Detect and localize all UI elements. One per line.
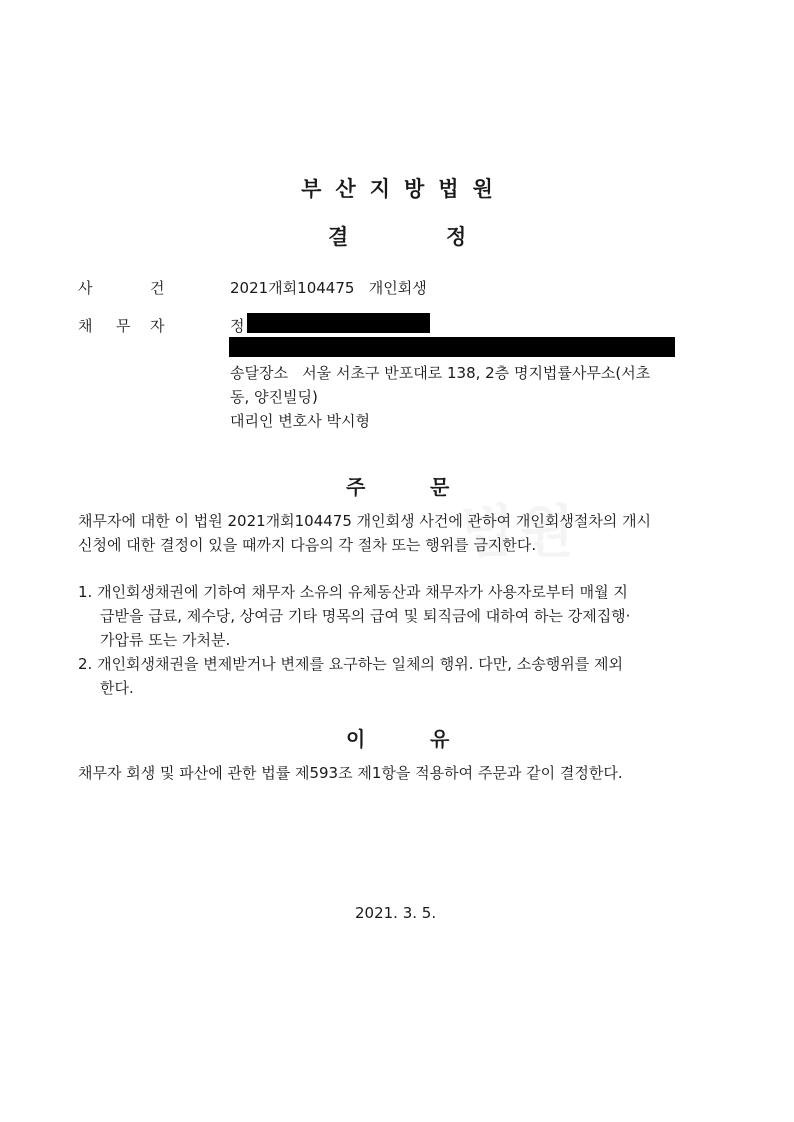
document-title-char-1: 결 bbox=[328, 225, 349, 249]
order-item-1-line-2: 급받을 급료, 제수당, 상여금 기타 명목의 급여 및 퇴직금에 대하여 하는 강제집행· bbox=[100, 607, 631, 625]
court-watermark: 법원 bbox=[460, 499, 581, 565]
reason-text: 채무자 회생 및 파산에 관한 법률 제593조 제1항을 적용하여 주문과 같이 결정한다. bbox=[78, 764, 623, 782]
reason-heading-char-1: 이 bbox=[346, 727, 366, 751]
order-intro-line-2: 신청에 대한 결정이 있을 때까지 다음의 각 절차 또는 행위를 금지한다. bbox=[78, 536, 537, 554]
document-title-char-2: 정 bbox=[446, 225, 467, 249]
case-number: 2021개회104475 개인회생 bbox=[230, 279, 427, 297]
case-label-char-1: 사 bbox=[78, 279, 93, 297]
attorney-line: 대리인 변호사 박시형 bbox=[230, 412, 370, 430]
order-item-2-line-1: 2. 개인회생채권을 변제받거나 변제를 요구하는 일체의 행위. 다만, 소송행위를 제외 bbox=[78, 655, 623, 673]
debtor-label-char-2: 무 bbox=[116, 317, 131, 335]
service-address-line-2: 동, 양진빌딩) bbox=[230, 388, 318, 406]
order-heading-char-1: 주 bbox=[346, 475, 366, 499]
redacted-debtor-address bbox=[229, 337, 675, 357]
service-address-line-1: 송달장소 서울 서초구 반포대로 138, 2층 명지법률사무소(서초 bbox=[230, 364, 651, 382]
order-item-1-line-1: 1. 개인회생채권에 기하여 채무자 소유의 유체동산과 채무자가 사용자로부터 매월 지 bbox=[78, 583, 628, 601]
redacted-debtor-name bbox=[247, 313, 430, 333]
case-label-char-2: 건 bbox=[150, 279, 165, 297]
debtor-label-char-1: 채 bbox=[78, 317, 93, 335]
order-intro-line-1: 채무자에 대한 이 법원 2021개회104475 개인회생 사건에 관하여 개인회생절차의 개시 bbox=[78, 512, 652, 530]
order-heading-char-2: 문 bbox=[430, 475, 450, 499]
court-name: 부산지방법원 bbox=[301, 177, 507, 201]
debtor-name-prefix: 정 bbox=[230, 317, 245, 335]
decision-date: 2021. 3. 5. bbox=[355, 904, 437, 922]
reason-heading-char-2: 유 bbox=[430, 727, 450, 751]
debtor-label-char-3: 자 bbox=[150, 317, 165, 335]
order-item-2-line-2: 한다. bbox=[100, 679, 134, 697]
order-item-1-line-3: 가압류 또는 가처분. bbox=[100, 631, 231, 649]
